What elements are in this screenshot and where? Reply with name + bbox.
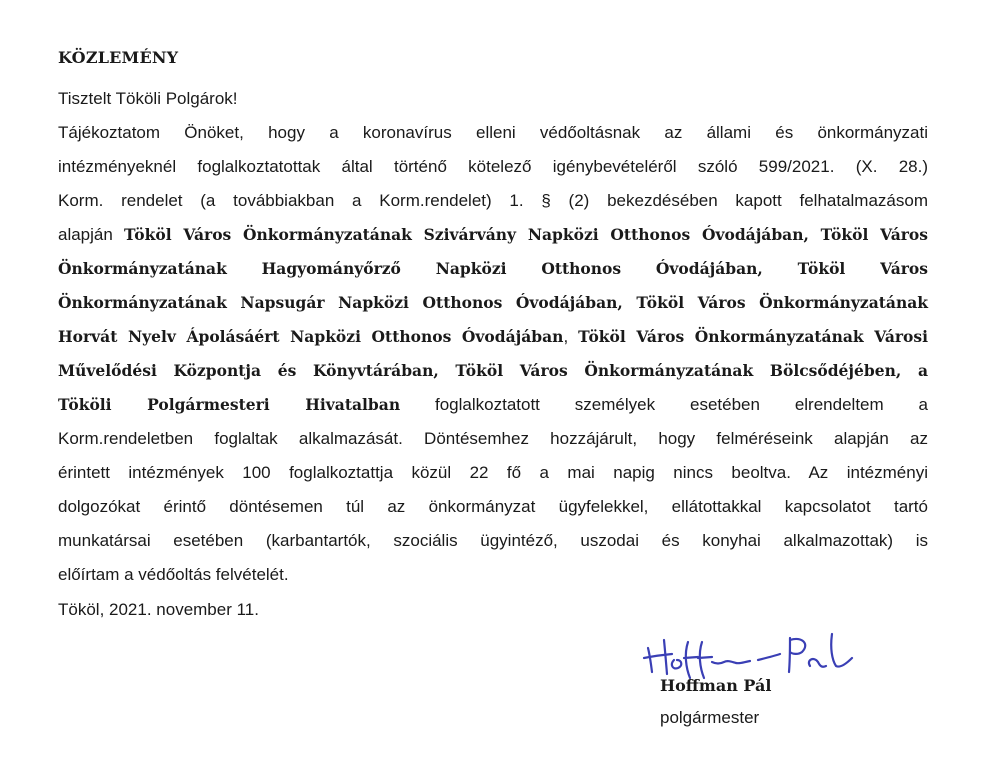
body-line-1: Tájékoztatom Önöket, hogy a koronavírus elleni védőoltásnak az állami és önkormányzati xyxy=(58,123,928,142)
body-line-6: Önkormányzatának Napsugár Napközi Otthonos Óvodájában, Tököl Város Önkormányzatának xyxy=(58,293,928,312)
body-line-9 xyxy=(58,394,928,416)
signatory-role: polgármester xyxy=(660,708,760,727)
body-line-7-sep: , xyxy=(563,327,579,346)
body-line-8-bold: Művelődési Központja és Könyvtárában, Tököl Város Önkormányzatának Bölcsődéjében xyxy=(58,361,896,380)
body-line-8-tail: , a xyxy=(895,361,928,380)
body-line-2: intézményeknél foglalkoztatottak által történő kötelező igénybevételéről szóló 599/2021. (X. 28.) xyxy=(58,157,928,176)
body-line-9-rest: foglalkoztatott személyek esetében elrendeltem a xyxy=(435,395,929,414)
place-date: Tököl, 2021. november 11. xyxy=(58,600,259,619)
body-line-3: Korm. rendelet (a továbbiakban a Korm.rendelet) 1. § (2) bekezdésében kapott felhatalmazásom xyxy=(58,191,928,210)
body-line-7-bold-b: Tököl Város Önkormányzatának Városi xyxy=(578,327,928,346)
body-line-12: dolgozókat érintő döntésemen túl az önkormányzat ügyfelekkel, ellátottakkal kapcsolatot tartó xyxy=(58,497,928,516)
body-line-7-bold-a: Horvát Nyelv Ápolásáért Napközi Otthonos Óvodájában xyxy=(58,327,564,346)
body-line-9-bold: Tököli Polgármesteri Hivatalban xyxy=(58,395,401,414)
signatory-name: Hoffman Pál xyxy=(660,676,772,695)
body-line-11: érintett intézmények 100 foglalkoztattja közül 22 fő a mai napig nincs beoltva. Az intézményi xyxy=(58,463,928,482)
body-line-4-prefix: alapján xyxy=(58,225,113,244)
signature-block xyxy=(640,630,870,740)
body-line-4 xyxy=(58,224,928,246)
notice-title: KÖZLEMÉNY xyxy=(58,48,179,67)
body-line-14: előírtam a védőoltás felvételét. xyxy=(58,565,289,584)
body-line-4-bold: Tököl Város Önkormányzatának Szivárvány Napközi Otthonos Óvodájában, Tököl Város xyxy=(123,225,928,244)
body-line-8 xyxy=(58,360,928,382)
body-line-5: Önkormányzatának Hagyományőrző Napközi Otthonos Óvodájában, Tököl Város xyxy=(58,259,928,278)
body-line-7 xyxy=(58,326,928,348)
body-line-10: Korm.rendeletben foglaltak alkalmazását. Döntésemhez hozzájárult, hogy felméréseink alapján az xyxy=(58,429,928,448)
salutation: Tisztelt Tököli Polgárok! xyxy=(58,89,238,108)
body-line-13: munkatársai esetében (karbantartók, szociális ügyintéző, uszodai és konyhai alkalmazottak) is xyxy=(58,531,928,550)
